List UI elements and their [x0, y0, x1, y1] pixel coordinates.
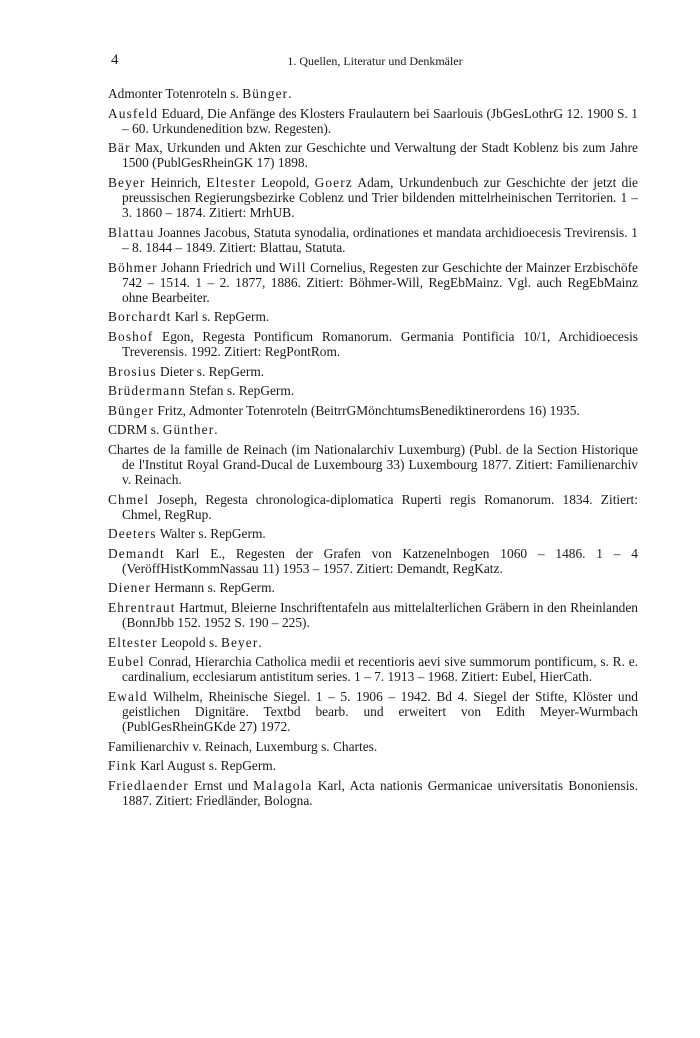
author-name: Günther: [162, 422, 215, 438]
bibliography-entry: [108, 364, 638, 379]
author-name: Friedlaender: [108, 777, 189, 793]
entry-text: Ernst und: [188, 777, 254, 793]
page-number: 4: [111, 52, 119, 68]
author-name: Chmel: [108, 491, 150, 507]
running-head: 1. Quellen, Literatur und Denkmäler: [287, 54, 463, 68]
entry-text: Leopold s.: [157, 634, 221, 650]
author-name: Bünger: [242, 86, 289, 101]
bibliography-entry: [108, 140, 638, 170]
bibliography-entry: [108, 654, 638, 684]
author-name: Will: [278, 259, 307, 275]
entry-text: Stefan s. RepGerm.: [185, 383, 295, 399]
bibliography-entry: [108, 758, 638, 773]
author-name: Eltester: [206, 174, 257, 190]
author-name: Böhmer: [108, 259, 158, 275]
author-name: Deeters: [108, 526, 157, 542]
author-name: Brüdermann: [108, 383, 186, 399]
entry-text: Leopold,: [256, 174, 315, 190]
entry-text: Chartes de la famille de Reinach (im Nationalarchiv Luxemburg) (Publ. de la Section Historique de l'Institut Royal Grand-Ducal de Luxembourg 33) Luxembourg 1877. Zitiert: Familienarchiv v. Reinach.: [108, 441, 638, 488]
bibliography-entry: [108, 106, 638, 136]
entry-text: Karl, Acta nationis Germanicae universitatis Bononiensis. 1887. Zitiert: Friedländer, Bologna.: [122, 777, 638, 808]
author-name: Beyer: [220, 634, 259, 650]
entry-text: Eduard, Die Anfänge des Klosters Fraulautern bei Saarlouis (JbGesLothrG 12. 1900 S. 1 – 60. Urkundenedition bzw. Regesten).: [122, 105, 638, 136]
entry-text: Hartmut, Bleierne Inschriftentafeln aus mittelalterlichen Gräbern in den Rheinlanden (BonnJbb 152. 1952 S. 190 – 225).: [122, 599, 638, 631]
entry-text: Joseph, Regesta chronologica-diplomatica Ruperti regis Romanorum. 1834. Zitiert: Chmel, RegRup.: [122, 491, 638, 522]
entry-text: Egon, Regesta Pontificum Romanorum. Germania Pontificia 10/1, Archidioecesis Treverensis. 1992. Zitiert: RegPontRom.: [122, 328, 638, 360]
author-name: Malagola: [253, 777, 313, 793]
bibliography-entry: [108, 600, 638, 630]
page-header: [111, 52, 639, 72]
bibliography-entry: [108, 260, 638, 306]
author-name: Ausfeld: [108, 105, 159, 121]
entry-text: Cornelius, Regesten zur Geschichte der Mainzer Erzbischöfe 742 – 1514. 1 – 2. 1877, 1886. Zitiert: Böhmer-Will, RegEbMainz. Vgl. auch RegEbMainz ohne Bearbeiter.: [122, 259, 638, 305]
entry-text: Admonter Totenroteln s.: [108, 86, 243, 101]
entry-text: Karl August s. RepGerm.: [136, 758, 277, 774]
author-name: Ehrentraut: [108, 599, 176, 615]
bibliography-entry: [108, 778, 638, 808]
entry-text: Max, Urkunden und Akten zur Geschichte und Verwaltung der Stadt Koblenz bis zum Jahre 1500 (PublGesRheinGK 17) 1898.: [122, 140, 638, 171]
bibliography-entry: [108, 526, 638, 541]
bibliography-entry: [108, 546, 638, 576]
author-name: Ewald: [108, 688, 148, 704]
author-name: Fink: [108, 758, 137, 774]
entry-text: .: [288, 86, 292, 101]
entry-text: Wilhelm, Rheinische Siegel. 1 – 5. 1906 – 1942. Bd 4. Siegel der Stifte, Klöster und geistlichen Dignitäre. Textbd bearb. und erweitert von Edith Meyer-Wurmbach (PublGesRheinGKde 27) 1972.: [122, 688, 638, 735]
entry-text: Walter s. RepGerm.: [156, 526, 266, 542]
author-name: Goerz: [314, 174, 353, 190]
entry-text: .: [258, 634, 262, 650]
entry-text: Karl s. RepGerm.: [171, 309, 270, 325]
bibliography-entry: [108, 383, 638, 398]
author-name: Demandt: [108, 545, 165, 561]
author-name: Eltester: [108, 634, 158, 650]
author-name: Blattau: [108, 224, 155, 240]
entry-text: Fritz, Admonter Totenroteln (BeitrrGMönchtumsBenediktinerordens 16) 1935.: [154, 402, 580, 418]
entry-text: .: [214, 422, 218, 438]
author-name: Boshof: [108, 328, 154, 344]
bibliography-entry: [108, 86, 638, 101]
entry-text: CDRM s.: [108, 422, 163, 438]
author-name: Beyer: [108, 174, 146, 190]
entry-text: Conrad, Hierarchia Catholica medii et recentioris aevi sive summorum pontificum, s. R. e. cardinalium, ecclesiarum antistitum series. 1 – 7. 1913 – 1968. Zitiert: Eubel, HierCath.: [122, 654, 638, 685]
bibliography-entry: [108, 739, 638, 754]
entry-text: Johann Friedrich und: [157, 259, 279, 275]
author-name: Borchardt: [108, 309, 172, 325]
entry-text: Dieter s. RepGerm.: [156, 363, 265, 379]
author-name: Bünger: [108, 402, 155, 418]
bibliography-entry: [108, 175, 638, 221]
bibliography-entry: [108, 442, 638, 488]
bibliography-entry: [108, 689, 638, 735]
bibliography-entry: [108, 492, 638, 522]
entry-text: Familienarchiv v. Reinach, Luxemburg s. Chartes.: [108, 738, 378, 754]
bibliography-entry: [108, 403, 638, 418]
entry-text: Adam, Urkundenbuch zur Geschichte der jetzt die preussischen Regierungsbezirke Coblenz und Trier bildenden mittelrheinischen Territorien. 1 – 3. 1860 – 1874. Zitiert: MrhUB.: [122, 174, 639, 221]
author-name: Brosius: [108, 363, 157, 379]
bibliography-entry: [108, 422, 638, 437]
bibliography-list: [108, 86, 638, 812]
author-name: Eubel: [108, 654, 145, 670]
author-name: Diener: [108, 580, 152, 596]
author-name: Bär: [108, 140, 131, 156]
bibliography-entry: [108, 635, 638, 650]
entry-text: Heinrich,: [145, 174, 207, 190]
bibliography-entry: [108, 309, 638, 324]
bibliography-entry: [108, 329, 638, 359]
entry-text: Joannes Jacobus, Statuta synodalia, ordinationes et mandata archidioecesis Trevirensis. 1 – 8. 1844 – 1849. Zitiert: Blattau, Statuta.: [122, 224, 638, 256]
entry-text: Karl E., Regesten der Grafen von Katzenelnbogen 1060 – 1486. 1 – 4 (VeröffHistKommNassau 11) 1953 – 1957. Zitiert: Demandt, RegKatz.: [122, 545, 638, 576]
bibliography-entry: [108, 580, 638, 595]
bibliography-entry: [108, 225, 638, 255]
entry-text: Hermann s. RepGerm.: [151, 580, 275, 596]
